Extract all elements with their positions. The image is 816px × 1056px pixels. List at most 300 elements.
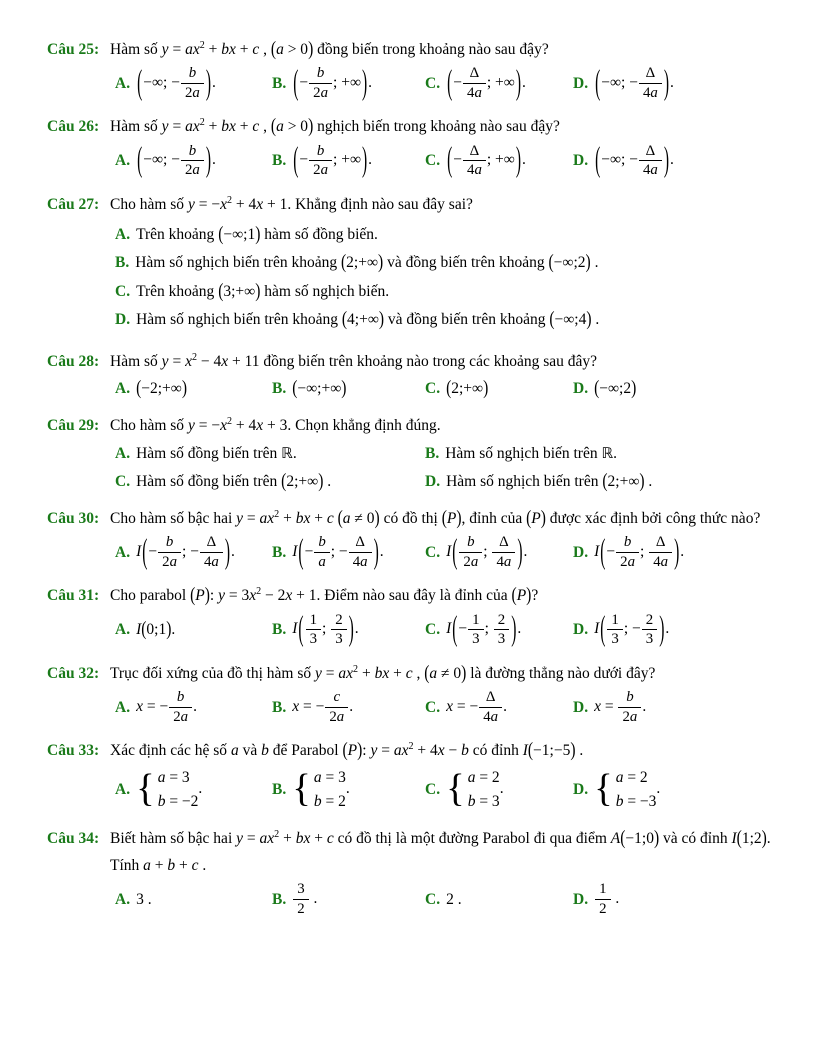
paren: ) — [639, 470, 645, 493]
fraction — [479, 689, 502, 725]
option-letter: D. — [573, 621, 589, 639]
text-run: được xác định bởi công thức nào? — [545, 510, 761, 527]
question-prompt — [110, 113, 776, 140]
paren: ( — [342, 739, 348, 762]
option-content — [594, 689, 646, 725]
big-paren: ( — [293, 141, 299, 180]
text-run: . — [613, 444, 618, 462]
big-paren: ( — [595, 141, 601, 180]
fraction-numerator: Δ — [655, 534, 666, 551]
system-row: a = 2 — [615, 769, 648, 787]
fraction — [169, 689, 192, 725]
text-run: Hàm số nghịch biến trên khoảng — [136, 310, 342, 328]
option-content — [136, 888, 152, 911]
option-letter: B. — [272, 380, 287, 398]
fraction-numerator: b — [188, 142, 197, 159]
option-content — [446, 766, 503, 813]
options-c-u-25 — [115, 65, 776, 101]
equation-system — [446, 766, 500, 813]
fraction-denominator: 4a — [649, 552, 672, 571]
fraction — [595, 881, 610, 917]
question-label: Câu 28: — [47, 353, 100, 370]
paren: ) — [653, 827, 660, 850]
paren: ) — [181, 377, 188, 400]
math-expression: (−∞;2) — [594, 377, 637, 400]
math-expression: (−∞;+∞) — [292, 377, 347, 400]
option-d — [573, 534, 776, 570]
math-expression: (2;+∞) — [340, 251, 384, 274]
system-rows — [468, 766, 500, 813]
option-d — [573, 143, 776, 179]
question-body — [110, 412, 776, 493]
fraction — [639, 143, 662, 179]
system-rows — [158, 766, 199, 813]
fraction-numerator: b — [188, 65, 197, 82]
math-expression: (−∞;1) — [218, 223, 261, 246]
fraction-numerator: 1 — [611, 611, 619, 628]
option-letter: B. — [272, 698, 287, 716]
text-run: có đồ thị là một đường Parabol đi qua điểm — [333, 829, 611, 847]
question-c-u-32 — [47, 660, 776, 725]
option-content — [136, 308, 599, 331]
fraction — [200, 534, 223, 570]
option-b — [115, 251, 776, 274]
question-prompt — [110, 582, 776, 609]
option-a — [115, 766, 272, 813]
option-content — [292, 143, 372, 179]
option-content — [136, 534, 235, 570]
text-run: Trên khoảng — [136, 226, 219, 243]
text-run: . Chọn khẳng định đúng. — [287, 417, 441, 435]
option-a — [115, 534, 272, 570]
text-run: . — [292, 444, 297, 462]
option-c — [425, 143, 573, 179]
options-c-u-29 — [115, 442, 776, 494]
fraction — [181, 65, 204, 101]
question-c-u-27 — [47, 191, 776, 336]
fraction-denominator: 2a — [618, 707, 641, 726]
math-expression: (−∞;2) — [548, 251, 591, 274]
big-paren: ) — [659, 610, 665, 649]
fraction-denominator: 4a — [200, 552, 223, 571]
option-content — [136, 223, 378, 246]
question-c-u-33 — [47, 737, 776, 813]
math-expression: { a = 3 b = −2 . — [136, 780, 202, 797]
left-brace: { — [292, 766, 311, 811]
big-paren: ) — [663, 63, 670, 102]
option-letter: B. — [425, 444, 440, 462]
option-letter: A. — [115, 380, 131, 398]
text-run: hàm số đồng biến. — [260, 226, 378, 243]
option-d — [573, 612, 776, 648]
paren: ( — [620, 827, 626, 850]
option-letter: B. — [272, 74, 287, 92]
option-letter: A. — [115, 152, 131, 170]
fraction-denominator: 4a — [639, 160, 662, 179]
option-c — [425, 766, 573, 813]
system-row: a = 3 — [157, 769, 190, 787]
fraction — [459, 534, 482, 570]
option-content — [446, 888, 462, 911]
big-paren: ( — [137, 63, 143, 102]
text-run: . — [575, 742, 584, 760]
math-expression: I( $\frac{1}{3}$ ; $\frac{2}{3}$ ). — [292, 610, 359, 649]
real-numbers-symbol: ℝ — [601, 444, 614, 462]
option-letter: A. — [115, 226, 131, 243]
option-content — [594, 65, 674, 101]
options-c-u-33 — [115, 766, 776, 813]
fraction-numerator: Δ — [469, 142, 480, 159]
fraction — [492, 534, 515, 570]
paren: ( — [136, 377, 142, 400]
options-c-u-28 — [115, 377, 776, 400]
math-expression: $y = ax^2$ + bx + c (a ≠ 0) — [236, 507, 380, 530]
options-c-u-26 — [115, 143, 776, 179]
paren: ) — [318, 470, 324, 493]
math-expression: (P) — [511, 584, 532, 607]
text-run: Cho hàm số — [110, 417, 188, 435]
option-letter: D. — [573, 543, 589, 561]
paren: ) — [570, 739, 576, 762]
fraction — [468, 612, 483, 648]
option-c — [425, 689, 573, 725]
big-paren: ( — [298, 610, 304, 649]
text-run: hàm số nghịch biến. — [260, 282, 390, 300]
math-expression: 3 . — [136, 890, 152, 908]
option-letter: A. — [115, 698, 131, 716]
paren: ( — [218, 223, 224, 246]
option-content — [136, 766, 202, 813]
option-letter: A. — [115, 74, 131, 92]
question-body — [110, 113, 776, 178]
math-expression — [281, 445, 293, 462]
fraction-numerator: 3 — [297, 881, 305, 898]
option-letter: D. — [573, 698, 589, 716]
fraction-numerator: Δ — [469, 65, 480, 82]
options-c-u-27 — [115, 223, 776, 331]
question-prompt — [110, 737, 776, 764]
text-run: để Parabol — [268, 742, 343, 760]
fraction-denominator: 4a — [479, 707, 502, 726]
big-paren: ( — [447, 63, 453, 102]
question-body — [110, 505, 776, 570]
text-run: và có đỉnh — [659, 829, 732, 847]
big-paren: ( — [595, 63, 601, 102]
fraction-numerator: b — [467, 534, 475, 551]
question-label: Câu 30: — [47, 510, 100, 527]
option-content — [446, 689, 507, 725]
option-b — [272, 766, 425, 813]
paren: ) — [255, 223, 261, 246]
question-body — [110, 825, 776, 918]
math-expression: (− $\frac{b}{2a}$ ; +∞). — [293, 63, 373, 102]
big-paren: ( — [452, 532, 458, 571]
option-letter: B. — [115, 254, 130, 272]
left-brace: { — [136, 766, 155, 811]
option-content — [136, 65, 216, 101]
paren: ) — [341, 377, 347, 400]
fraction-numerator: 2 — [645, 611, 654, 628]
math-expression: (2;+∞) — [281, 470, 324, 493]
big-paren: ) — [348, 610, 354, 649]
paren: ( — [548, 251, 554, 274]
question-body — [110, 36, 776, 101]
big-paren: ) — [517, 532, 523, 571]
paren: ( — [270, 115, 277, 138]
big-paren: ) — [205, 63, 212, 102]
fraction-denominator: 2a — [616, 552, 639, 571]
big-paren: ( — [600, 610, 606, 649]
math-expression: $\frac{3}{2}$ . — [292, 890, 317, 907]
math-expression: (−∞; − $\frac{b}{2a}$ ). — [137, 63, 216, 102]
option-letter: A. — [115, 444, 131, 462]
math-expression: x = $\frac{b}{2a}$ . — [594, 689, 647, 725]
text-run: và — [238, 742, 262, 760]
text-run: Hàm số đồng biến trên — [136, 472, 282, 490]
option-a — [115, 689, 272, 725]
text-run: . Khẳng định nào sau đây sai? — [287, 195, 473, 213]
real-numbers-symbol: ℝ — [281, 444, 293, 462]
option-d — [573, 881, 776, 917]
paren: ) — [461, 662, 467, 685]
option-letter: D. — [425, 472, 441, 490]
paren: ) — [204, 584, 210, 607]
fraction — [494, 612, 509, 648]
fraction — [607, 612, 622, 648]
option-letter: B. — [272, 890, 287, 908]
paren: ( — [602, 470, 608, 493]
math-expression: a — [230, 742, 239, 760]
options-c-u-31 — [115, 612, 776, 648]
equation-system — [292, 766, 346, 813]
fraction-numerator: 2 — [497, 611, 506, 628]
fraction-numerator: b — [318, 534, 326, 551]
math-expression: (−∞; − $\frac{b}{2a}$ ). — [137, 141, 216, 180]
question-c-u-25 — [47, 36, 776, 101]
option-b — [272, 65, 425, 101]
text-run: Hàm số đồng biến trên — [136, 444, 282, 462]
text-run: Hàm số — [110, 118, 162, 136]
paren: ( — [424, 662, 430, 685]
fraction-numerator: c — [333, 689, 341, 705]
option-letter: B. — [272, 152, 287, 170]
option-content — [594, 766, 660, 813]
option-letter: D. — [573, 781, 589, 799]
fraction-numerator: b — [626, 689, 634, 705]
option-letter: A. — [115, 781, 131, 799]
text-run: . — [323, 472, 332, 490]
text-run: . Điểm nào sau đây là đỉnh của — [316, 587, 512, 605]
text-run: . — [644, 472, 653, 490]
question-c-u-29 — [47, 412, 776, 493]
equation-system — [136, 766, 198, 813]
text-run: Xác định các hệ số — [110, 742, 231, 760]
option-content — [446, 470, 652, 493]
question-prompt — [110, 412, 776, 439]
text-run: ? — [531, 587, 539, 605]
fraction-numerator: Δ — [206, 534, 217, 551]
option-d — [573, 689, 776, 725]
option-letter: C. — [425, 74, 441, 92]
math-expression: { a = 3 b = 2 . — [292, 780, 349, 797]
option-c — [425, 534, 573, 570]
text-run: là đường thẳng nào dưới đây? — [466, 664, 656, 682]
options-c-u-30 — [115, 534, 776, 570]
text-run: có đồ thị — [379, 510, 442, 527]
option-content — [594, 377, 636, 400]
option-d — [115, 308, 776, 331]
option-b — [272, 689, 425, 725]
fraction-numerator: b — [176, 689, 185, 705]
math-expression: (−∞; − $\frac{\Delta}{4a}$ ). — [595, 141, 674, 180]
option-a — [115, 888, 272, 911]
option-content — [292, 612, 358, 648]
paren: ) — [631, 377, 637, 400]
options-c-u-32 — [115, 689, 776, 725]
left-brace: { — [446, 766, 465, 811]
question-prompt — [110, 36, 776, 63]
math-expression: (−∞; − $\frac{\Delta}{4a}$ ). — [595, 63, 674, 102]
option-letter: D. — [115, 310, 131, 328]
option-a — [115, 377, 272, 400]
text-run: Cho parabol — [110, 587, 191, 605]
fraction-denominator: 2a — [158, 552, 181, 571]
fraction — [325, 689, 348, 725]
text-run: . — [198, 857, 207, 875]
fraction-denominator: 4a — [463, 83, 486, 102]
fraction-denominator: 3 — [306, 629, 321, 648]
math-expression: $y = ax^2$ + bx + c , (a > 0) — [161, 115, 314, 138]
fraction-denominator: 2a — [325, 707, 348, 726]
option-content — [445, 442, 617, 465]
fraction-numerator: Δ — [485, 689, 496, 705]
fraction — [314, 534, 329, 570]
question-prompt — [110, 825, 776, 879]
paren: ( — [511, 584, 517, 607]
paren: ( — [281, 470, 287, 493]
system-row: a = 3 — [313, 769, 346, 787]
big-paren: ) — [663, 141, 670, 180]
text-run: . — [590, 254, 599, 272]
fraction-denominator: 2 — [293, 899, 308, 918]
option-content — [136, 689, 197, 725]
fraction — [616, 534, 639, 570]
option-letter: C. — [425, 781, 441, 799]
math-expression: $y = ax^2$ + bx + c — [236, 828, 334, 847]
option-letter: B. — [272, 621, 287, 639]
math-expression: I( $\frac{1}{3}$ ; − $\frac{2}{3}$ ). — [594, 610, 670, 649]
text-run: Hàm số nghịch biến trên — [445, 444, 602, 462]
questions — [47, 36, 776, 918]
math-expression: (2;+∞) — [602, 470, 645, 493]
paren: ( — [270, 38, 277, 61]
option-letter: D. — [573, 74, 589, 92]
math-expression: I(− $\frac{b}{2a}$ ; $\frac{\Delta}{4a}$ ). — [594, 532, 685, 571]
option-content — [136, 442, 297, 465]
math-expression: (P): $y = ax^2 + 4x - b$ — [342, 739, 469, 762]
option-content — [136, 618, 175, 641]
question-c-u-30 — [47, 505, 776, 570]
math-expression: I( $\frac{b}{2a}$ ; $\frac{\Delta}{4a}$ ). — [446, 532, 528, 571]
question-body — [110, 582, 776, 647]
option-d — [573, 377, 776, 400]
question-label: Câu 34: — [47, 829, 100, 847]
text-run: Cho hàm số — [110, 195, 188, 213]
fraction-denominator: 3 — [331, 629, 346, 648]
fraction — [618, 689, 641, 725]
math-expression: $y = -x^2 + 4x + 3$ — [187, 416, 288, 435]
system-row: b = −3 — [615, 792, 657, 810]
math-expression: a + b + c — [143, 857, 199, 875]
option-c — [115, 280, 776, 303]
question-label: Câu 26: — [47, 118, 100, 136]
math-expression: (P) — [526, 507, 546, 530]
fraction-numerator: b — [165, 534, 174, 551]
option-d — [425, 470, 776, 493]
option-letter: C. — [425, 152, 441, 170]
paren: ) — [308, 38, 314, 61]
big-paren: ( — [142, 532, 148, 571]
fraction — [309, 65, 332, 101]
text-run: và đồng biến trên khoảng — [384, 310, 550, 328]
math-expression: I(− $\frac{1}{3}$ ; $\frac{2}{3}$ ). — [446, 610, 522, 649]
option-letter: C. — [115, 282, 131, 300]
system-row: b = 3 — [467, 792, 500, 810]
option-letter: A. — [115, 621, 131, 639]
big-paren: ) — [224, 532, 231, 571]
paren: ) — [166, 618, 172, 641]
fraction-numerator: 2 — [335, 611, 343, 628]
text-run: Hàm số — [110, 353, 162, 370]
math-expression: 2 . — [446, 890, 462, 908]
paren: ( — [549, 308, 555, 331]
paren: ( — [141, 618, 147, 641]
fraction — [463, 65, 486, 101]
option-letter: A. — [115, 543, 131, 561]
fraction — [309, 143, 332, 179]
fraction-denominator: 3 — [468, 629, 483, 648]
option-content — [594, 881, 619, 917]
option-letter: A. — [115, 890, 131, 908]
paren: ( — [292, 377, 298, 400]
option-content — [136, 280, 389, 303]
option-content — [446, 612, 521, 648]
paren: ( — [218, 280, 224, 302]
paren: ) — [456, 507, 462, 530]
text-run: Hàm số nghịch biến trên — [446, 472, 603, 490]
math-expression: (P): $y = 3x^2 - 2x + 1$ — [190, 584, 317, 607]
option-content — [292, 766, 349, 813]
option-c — [115, 470, 425, 493]
system-row: b = 2 — [313, 792, 346, 810]
fraction-denominator: 3 — [494, 629, 509, 648]
equation-system — [594, 766, 656, 813]
fraction — [181, 143, 204, 179]
question-c-u-34 — [47, 825, 776, 918]
option-a — [115, 442, 425, 465]
math-expression: (−∞;4) — [549, 308, 592, 331]
question-c-u-26 — [47, 113, 776, 178]
fraction-numerator: 1 — [472, 611, 480, 628]
math-expression: { a = 2 b = 3 . — [446, 780, 503, 797]
question-body — [110, 348, 776, 400]
paren: ) — [378, 308, 385, 331]
paren: ) — [526, 584, 532, 607]
math-expression: (P) — [441, 507, 462, 530]
fraction-denominator: 2a — [309, 83, 332, 102]
system-rows — [616, 766, 657, 813]
math-expression: $\frac{1}{2}$ . — [594, 890, 619, 907]
